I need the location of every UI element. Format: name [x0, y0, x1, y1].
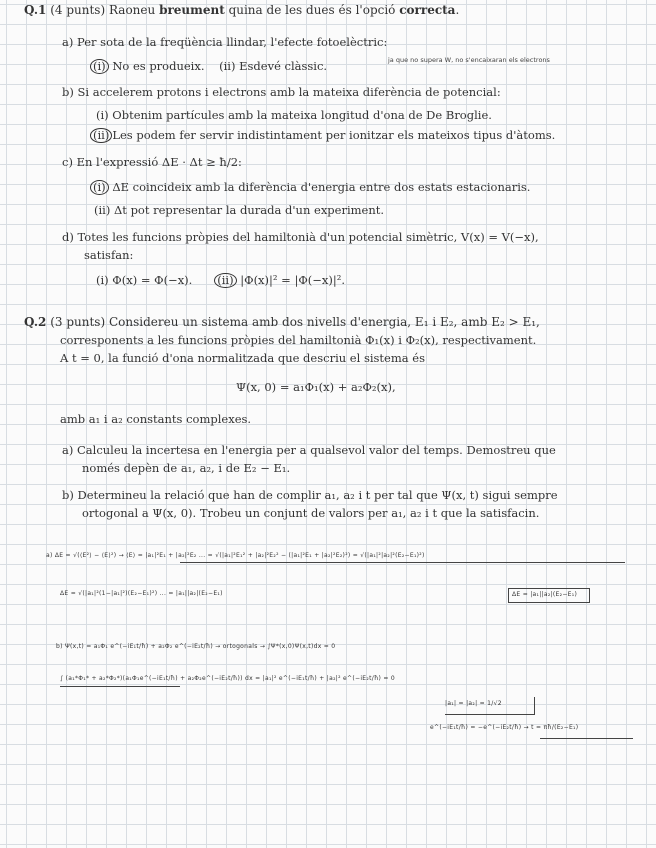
work-a-underline — [180, 562, 625, 563]
q1b-opt2-circled: (ii) — [90, 128, 112, 143]
q1a-opt2: (ii) Esdevé clàssic. — [219, 59, 328, 73]
q2b-line2: ortogonal a Ψ(x, 0). Trobeu un conjunt de valors per a₁, a₂ i t que la satisfacin. — [82, 506, 540, 520]
q1d-opt2-text: |Φ(x)|² = |Φ(−x)|². — [240, 273, 345, 287]
q1b-opt2 — [90, 128, 555, 143]
q2a-line1: a) Calculeu la incertesa en l'energia per a qualsevol valor del temps. Demostreu que — [62, 443, 556, 457]
q2-equation: Ψ(x, 0) = a₁Φ₁(x) + a₂Φ₂(x), — [236, 380, 396, 394]
work-a-label-line1 — [46, 552, 626, 559]
q1-points: (4 punts) — [50, 3, 106, 17]
q1d-opt1: (i) Φ(x) = Φ(−x). — [96, 273, 193, 287]
q2b-line1: b) Determineu la relació que han de complir a₁, a₂ i t per tal que Ψ(x, t) sigui sempre — [62, 488, 558, 502]
work-b-line1: Ψ(x,t) = a₁Φ₁ e^(−iE₁t/ħ) + a₂Φ₂ e^(−iE₂t/ħ) → ortogonals → ∫Ψ*(x,0)Ψ(x,t)dx = 0 — [64, 643, 336, 650]
q1b-opt2-text: Les podem fer servir indistintament per ionitzar els mateixos tipus d'àtoms. — [112, 128, 556, 142]
work-a-boxed-result: ΔE = |a₁||a₂|(E₂−E₁) — [508, 588, 590, 603]
q1c-opt1-circled: (i) — [90, 180, 109, 195]
q1a-handwritten-note: ja que no supera W, no s'encaixaran els electrons — [388, 56, 550, 64]
q1-intro-end: . — [455, 3, 460, 17]
q1-intro-2: quina de les dues és l'opció — [228, 3, 396, 17]
q2-line3: A t = 0, la funció d'ona normalitzada que descriu el sistema és — [60, 351, 425, 365]
q1c-opt1 — [90, 180, 530, 195]
q1a-opt1-circled: (i) — [90, 59, 109, 74]
q1-heading — [24, 3, 459, 17]
work-b-line2: ∫ (a₁*Φ₁* + a₂*Φ₂*)(a₁Φ₁e^(−iE₁t/ħ) + a₂Φ₂e^(−iE₂t/ħ)) dx = |a₁|² e^(−iE₁t/ħ) + |a₂|² e^(−iE₂t/ħ) = 0 — [60, 675, 396, 682]
q1a-opt1-text: No es produeix. — [112, 59, 205, 73]
q1c-opt2: (ii) Δt pot representar la durada d'un experiment. — [94, 203, 385, 217]
q1-label: Q.1 — [24, 3, 47, 17]
work-b-line3: |a₁| = |a₂| = 1/√2 — [445, 700, 502, 707]
q1-intro-1: Raoneu — [108, 3, 156, 17]
q1-intro-bold-2: correcta — [399, 3, 456, 17]
q1-intro-bold-1: breument — [159, 3, 225, 17]
work-a-line2: ΔE = √(|a₁|²(1−|a₁|²)(E₂−E₁)²) ... = |a₁||a₂|(E₂−E₁) — [60, 590, 223, 597]
q1a-options — [90, 59, 327, 74]
work-b-label: b) — [56, 643, 63, 650]
q1d-options — [96, 273, 345, 288]
q2-heading — [24, 315, 540, 329]
q1a-text: a) Per sota de la freqüència llindar, l'efecte fotoelèctric: — [62, 35, 388, 49]
q2-points: (3 punts) — [50, 315, 106, 329]
work-b-line3-bracket — [445, 697, 535, 715]
q2a-line2: només depèn de a₁, a₂, i de E₂ − E₁. — [82, 461, 291, 475]
work-b-line4: e^(−iE₁t/ħ) = −e^(−iE₂t/ħ) → t = πħ/(E₂−E₁) — [430, 724, 579, 731]
q1d-text: d) Totes les funcions pròpies del hamiltonià d'un potencial simètric, V(x) = V(−x), — [62, 230, 539, 244]
q2-after: amb a₁ i a₂ constants complexes. — [60, 412, 252, 426]
q2-line1: Considereu un sistema amb dos nivells d'energia, E₁ i E₂, amb E₂ > E₁, — [108, 315, 540, 329]
work-b-underline — [60, 686, 180, 687]
work-b-final-underline — [540, 738, 633, 739]
q1c-opt1-text: ΔE coincideix amb la diferència d'energia entre dos estats estacionaris. — [112, 180, 531, 194]
q1b-text: b) Si accelerem protons i electrons amb la mateixa diferència de potencial: — [62, 85, 501, 99]
work-b-label-line1 — [56, 643, 616, 650]
q2-line2: corresponents a les funcions pròpies del hamiltonià Φ₁(x) i Φ₂(x), respectivament. — [60, 333, 537, 347]
work-a-line1: ΔE = √(⟨E²⟩ − ⟨E⟩²) → ⟨E⟩ = |a₁|²E₁ + |a₂|²E₂ ... = √(|a₁|²E₁² + |a₂|²E₂² − (|a₁|²E₁ + |a₂|²E₂)²) = √(|a₁|²|a₂|²(E₂−E₁)²) — [54, 552, 425, 559]
q1d-text2: satisfan: — [84, 248, 134, 262]
work-a-label: a) — [46, 552, 53, 559]
q1d-opt2-circled: (ii) — [214, 273, 236, 288]
q2-label: Q.2 — [24, 315, 47, 329]
q1c-text: c) En l'expressió ΔE · Δt ≥ ħ/2: — [62, 155, 242, 169]
q1b-opt1: (i) Obtenim partícules amb la mateixa longitud d'ona de De Broglie. — [96, 108, 492, 122]
